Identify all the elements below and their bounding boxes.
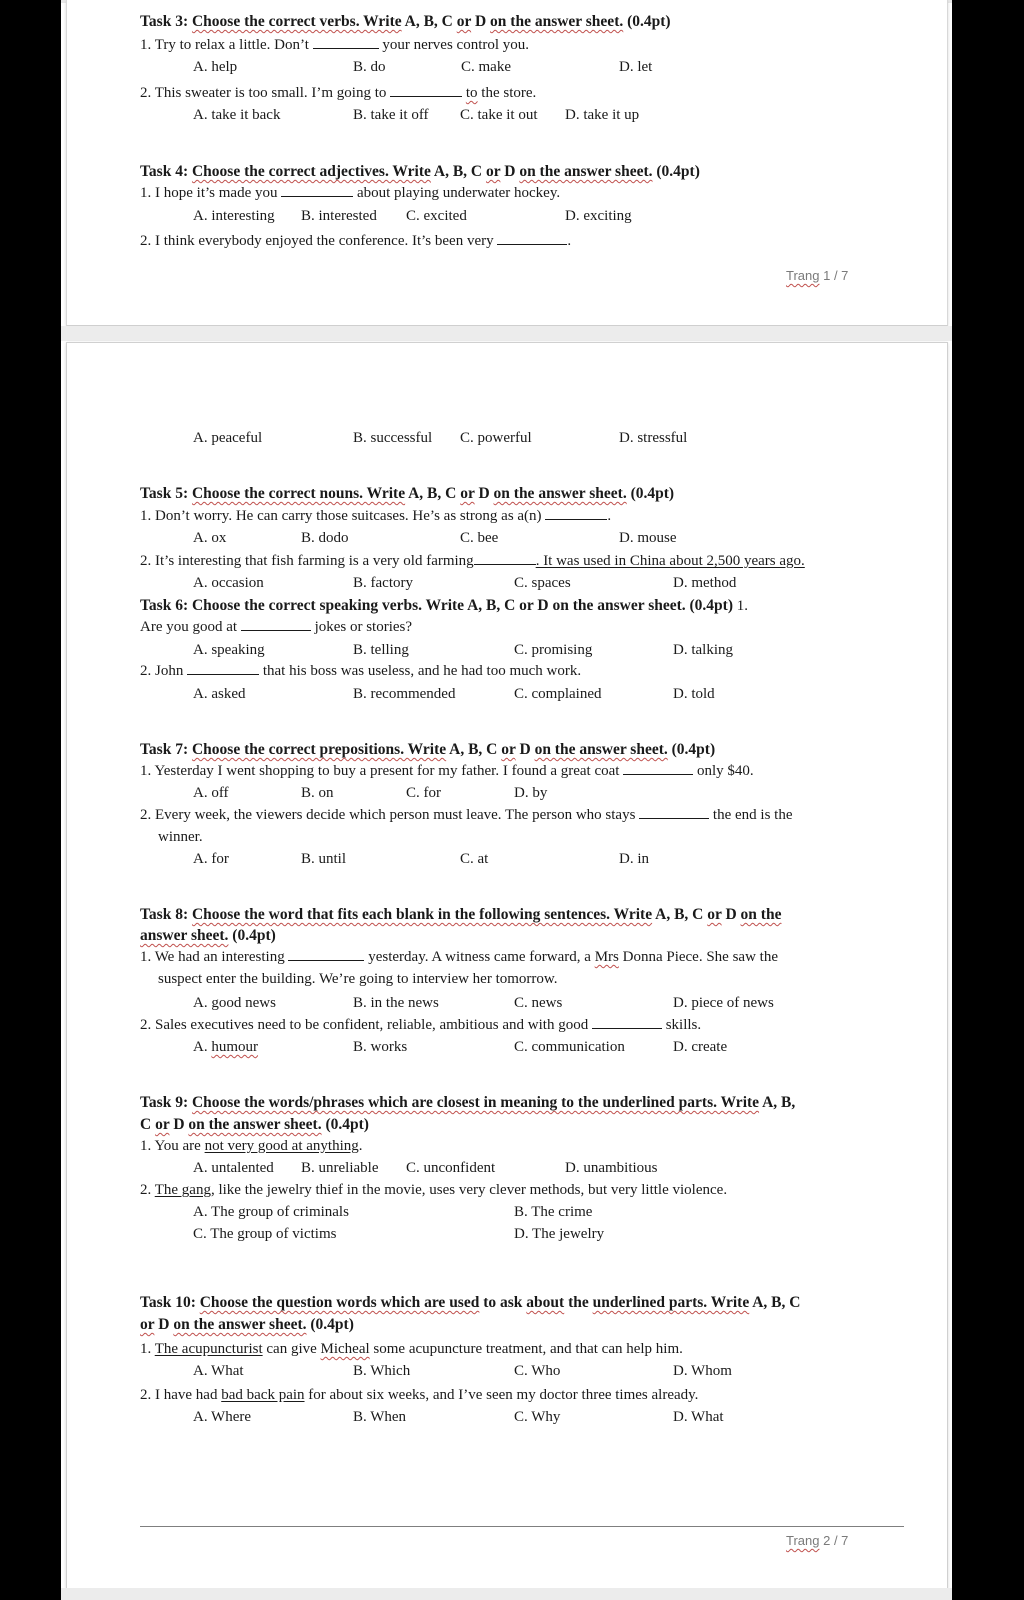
task6-question-2: 2. John that his boss was useless, and he had too much work. [140,663,582,679]
option: C. spaces [514,575,571,591]
option: C. Why [514,1409,561,1425]
option: D. Whom [673,1363,732,1379]
option: B. Which [353,1363,411,1379]
right-margin [952,0,1024,1600]
task8-question-2: 2. Sales executives need to be confident, reliable, ambitious and with good skills. [140,1017,702,1033]
option: D. The jewelry [514,1226,605,1242]
task7-question-2-cont: winner. [158,829,203,845]
option: D. piece of news [673,995,774,1011]
option: A. What [193,1363,244,1379]
option: C. excited [406,208,467,224]
task3-heading: Task 3: Choose the correct verbs. Write A, B, C or D on the answer sheet. (0.4pt) [140,13,671,30]
option: D. exciting [565,208,632,224]
option: B. recommended [353,686,456,702]
task9-question-2: 2. The gang, like the jewelry thief in the movie, uses very clever methods, but very little violence. [140,1182,728,1198]
option: C. The group of victims [193,1226,337,1242]
option: C. bee [460,530,499,546]
option: A. interesting [193,208,275,224]
option: D. talking [673,642,733,658]
option: C. powerful [460,430,532,446]
option: D. stressful [619,430,688,446]
option: B. When [353,1409,407,1425]
option: B. The crime [514,1204,593,1220]
task6-heading: Task 6: Choose the correct speaking verbs. Write A, B, C or D on the answer sheet. (0.4pt) 1. [140,597,749,614]
option: B. in the news [353,995,439,1011]
option: A. Where [193,1409,252,1425]
option: D. method [673,575,737,591]
option: C. take it out [460,107,538,123]
option: D. unambitious [565,1160,658,1176]
option: A. help [193,59,238,75]
option: A. untalented [193,1160,274,1176]
option: B. telling [353,642,409,658]
option: B. interested [301,208,377,224]
task9-heading-line-2: C or D on the answer sheet. (0.4pt) [140,1116,369,1133]
page-number-1: Trang 1 / 7 [786,268,849,283]
option: A. off [193,785,229,801]
option: D. create [673,1039,728,1055]
task8-heading-line-2: answer sheet. (0.4pt) [140,927,276,944]
option: A. asked [193,686,246,702]
option: D. told [673,686,715,702]
option: B. until [301,851,347,867]
option: A. take it back [193,107,281,123]
option: C. complained [514,686,602,702]
task9-question-1: 1. You are not very good at anything. [140,1138,363,1154]
option: B. dodo [301,530,349,546]
option: D. in [619,851,649,867]
task5-heading: Task 5: Choose the correct nouns. Write A, B, C or D on the answer sheet. (0.4pt) [140,485,675,502]
task8-heading: Task 8: Choose the word that fits each blank in the following sentences. Write A, B, C or D on the [140,906,782,923]
task7-heading: Task 7: Choose the correct prepositions. Write A, B, C or D on the answer sheet. (0.4pt) [140,741,716,758]
task4-heading: Task 4: Choose the correct adjectives. Write A, B, C or D on the answer sheet. (0.4pt) [140,163,700,180]
option: A. for [193,851,229,867]
option: B. on [301,785,334,801]
option: C. Who [514,1363,561,1379]
task8-question-1-cont: suspect enter the building. We’re going to interview her tomorrow. [158,971,558,987]
option: A. ox [193,530,227,546]
task5-question-2: 2. It’s interesting that fish farming is a very old farming . It was used in China about 2,500 years ago. [140,553,805,569]
option: D. let [619,59,653,75]
option: C. for [406,785,441,801]
task3-question-2: 2. This sweater is too small. I’m going to to the store. [140,85,537,101]
option: A. occasion [193,575,264,591]
task6-question-1: Are you good at jokes or stories? [140,619,413,635]
task5-question-1: 1. Don’t worry. He can carry those suitcases. He’s as strong as a(n) . [140,508,612,524]
option: D. take it up [565,107,640,123]
option: A. peaceful [193,430,263,446]
option: B. take it off [353,107,429,123]
task3-question-1: 1. Try to relax a little. Don’t your nerves control you. [140,37,530,53]
option: D. mouse [619,530,677,546]
option: B. do [353,59,386,75]
option: C. make [461,59,511,75]
page-number-2: Trang 2 / 7 [786,1533,849,1548]
option: B. unreliable [301,1160,379,1176]
option: A. The group of criminals [193,1204,349,1220]
option: C. unconfident [406,1160,496,1176]
option: C. news [514,995,563,1011]
option: A. speaking [193,642,265,658]
task10-heading: Task 10: Choose the question words which are used to ask about the underlined parts. Write A, B, C [140,1294,801,1311]
task10-question-1: 1. The acupuncturist can give Micheal some acupuncture treatment, and that can help him. [140,1341,683,1357]
task7-question-1: 1. Yesterday I went shopping to buy a present for my father. I found a great coat only $40. [140,763,754,779]
task7-question-2: 2. Every week, the viewers decide which person must leave. The person who stays the end is the [140,807,793,823]
task10-heading-line-2: or D on the answer sheet. (0.4pt) [140,1316,354,1333]
option: A. humour [193,1039,259,1055]
option: C. communication [514,1039,625,1055]
option: B. successful [353,430,433,446]
left-margin [0,0,61,1600]
option: C. at [460,851,489,867]
task8-question-1: 1. We had an interesting yesterday. A witness came forward, a Mrs Donna Piece. She saw the [140,949,778,965]
option: D. by [514,785,548,801]
option: D. What [673,1409,724,1425]
page-gap-bottom [61,1588,952,1600]
option: B. works [353,1039,408,1055]
option: A. good news [193,995,276,1011]
task9-heading: Task 9: Choose the words/phrases which are closest in meaning to the underlined parts. Write A, B, [140,1094,796,1111]
option: C. promising [514,642,593,658]
footer-divider [140,1526,904,1527]
page-gap [61,326,952,341]
task4-question-2: 2. I think everybody enjoyed the conference. It’s been very . [140,233,572,249]
option: B. factory [353,575,413,591]
task4-question-1: 1. I hope it’s made you about playing underwater hockey. [140,185,561,201]
task10-question-2: 2. I have had bad back pain for about six weeks, and I’ve seen my doctor three times already. [140,1387,699,1403]
